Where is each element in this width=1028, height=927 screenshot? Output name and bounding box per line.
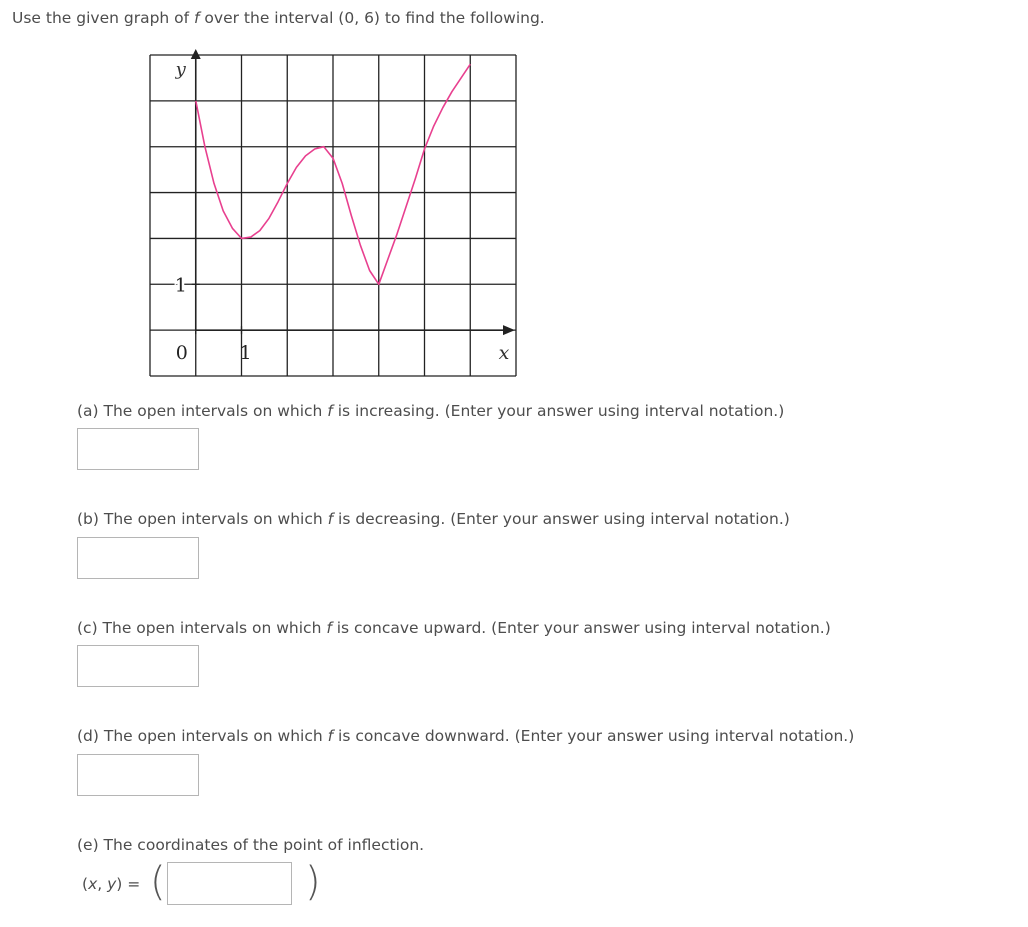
answer-b-input[interactable] <box>77 537 199 579</box>
intro-prefix: Use the given graph of <box>12 9 195 27</box>
question-b-prefix: (b) The open intervals on which <box>77 510 328 528</box>
inflection-point-row <box>82 859 362 906</box>
question-e-text: (e) The coordinates of the point of inflection. <box>77 836 425 854</box>
coord-var-y: y <box>107 875 117 893</box>
question-c <box>77 619 831 637</box>
question-d-function-name: f <box>327 727 334 745</box>
coord-label <box>82 875 140 893</box>
open-paren: ( <box>150 859 166 905</box>
problem-intro <box>12 9 545 27</box>
coord-label-open: ( <box>82 875 89 893</box>
question-b <box>77 510 790 528</box>
question-d-prefix: (d) The open intervals on which <box>77 727 328 745</box>
question-c-suffix: is concave upward. (Enter your answer using interval notation.) <box>331 619 831 637</box>
question-e <box>77 836 424 854</box>
question-a-function-name: f <box>327 402 333 420</box>
question-b-suffix: is decreasing. (Enter your answer using interval notation.) <box>333 510 790 528</box>
answer-e-input[interactable] <box>167 862 292 905</box>
question-c-function-name: f <box>326 619 332 637</box>
intro-function-name: f <box>194 9 200 27</box>
x-tick-label: 0 <box>175 342 188 365</box>
question-c-prefix: (c) The open intervals on which <box>77 619 327 637</box>
y-axis-arrow-icon <box>191 49 201 59</box>
coord-label-close: ) = <box>116 875 141 893</box>
coord-comma: , <box>97 875 108 893</box>
answer-d-input[interactable] <box>77 754 199 796</box>
y-tick-label: 1 <box>174 274 187 297</box>
close-paren: ) <box>305 859 321 905</box>
y-axis-label: y <box>175 59 186 80</box>
intro-suffix: over the interval (0, 6) to find the following. <box>199 9 545 27</box>
x-axis-label: x <box>498 342 510 365</box>
question-d <box>77 727 854 745</box>
answer-a-input[interactable] <box>77 428 199 470</box>
function-graph <box>145 50 525 382</box>
coord-var-x: x <box>88 875 98 893</box>
x-tick-label: 1 <box>239 342 252 365</box>
question-d-suffix: is concave downward. (Enter your answer using interval notation.) <box>333 727 855 745</box>
question-a <box>77 402 784 420</box>
answer-c-input[interactable] <box>77 645 199 687</box>
question-a-suffix: is increasing. (Enter your answer using interval notation.) <box>332 402 785 420</box>
x-axis-arrow-icon <box>503 325 515 335</box>
question-b-function-name: f <box>327 510 334 528</box>
question-a-prefix: (a) The open intervals on which <box>77 402 328 420</box>
